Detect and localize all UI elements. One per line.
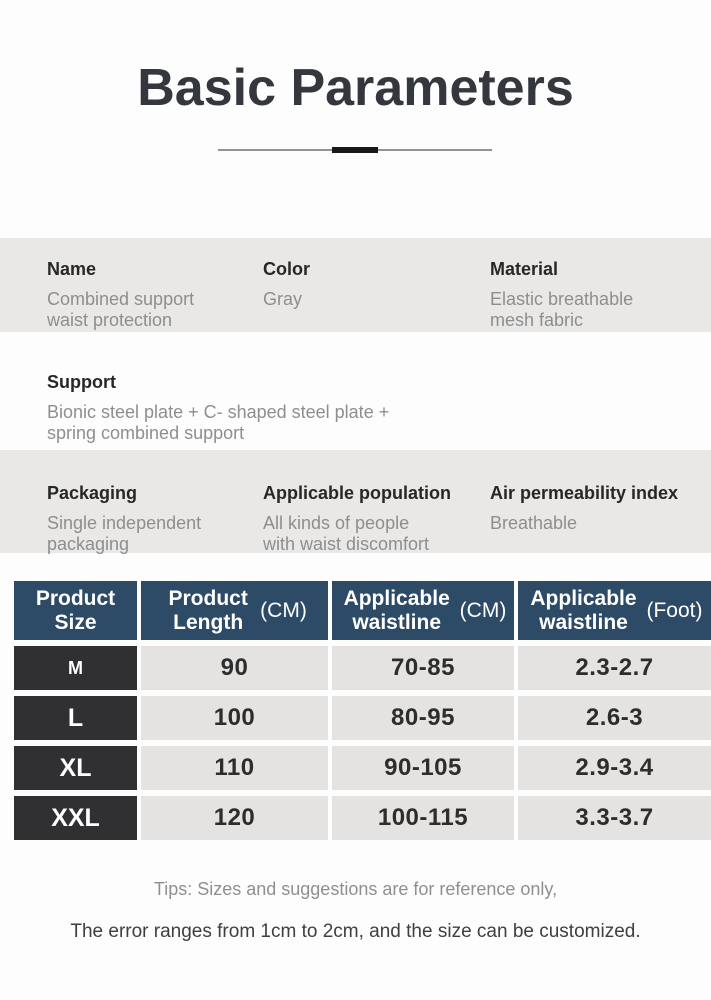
spec-value-packaging: Single independent packaging: [47, 513, 202, 555]
header-label-waistline-cm: Applicable waistline: [343, 587, 450, 634]
spec-label-color: Color: [263, 259, 310, 279]
size-table-header-waistline-cm: [332, 581, 514, 640]
spec-label-air-permeability: Air permeability index: [490, 483, 679, 503]
header-unit-cm: (CM): [260, 598, 307, 622]
size-table: [14, 581, 711, 840]
size-cell-l: L: [14, 696, 137, 740]
spec-label-applicable-population: Applicable population: [263, 483, 451, 503]
spec-item-air-permeability: [490, 483, 711, 555]
waistline-foot-cell-xl: 2.9-3.4: [518, 746, 711, 790]
spec-value-support: Bionic steel plate + C- shaped steel plate + spring combined support: [47, 402, 390, 444]
spec-band-packaging: [0, 450, 711, 553]
spec-item-packaging: [47, 483, 263, 555]
spec-value-applicable-population: All kinds of people with waist discomfort: [263, 513, 430, 555]
waistline-foot-cell-m: 2.3-2.7: [518, 646, 711, 690]
size-table-header-product-length: [141, 581, 328, 640]
spec-value-air-permeability: Breathable: [490, 513, 578, 533]
tips-line-2: The error ranges from 1cm to 2cm, and the size can be customized.: [70, 921, 641, 942]
page-title: Basic Parameters: [137, 59, 574, 117]
spec-value-material: Elastic breathable mesh fabric: [490, 289, 634, 331]
tips-note: [0, 879, 711, 943]
header-unit-foot: (Foot): [646, 598, 703, 622]
spec-label-name: Name: [47, 259, 97, 279]
waistline-cm-cell-xxl: 100-115: [332, 796, 514, 840]
size-cell-xxl: XXL: [14, 796, 137, 840]
size-table-header-waistline-foot: [518, 581, 711, 640]
waistline-cm-cell-xl: 90-105: [332, 746, 514, 790]
title-divider: [218, 149, 492, 151]
waistline-cm-cell-l: 80-95: [332, 696, 514, 740]
spec-item-material: [490, 259, 711, 331]
header-unit-cm-2: (CM): [459, 598, 507, 622]
header-label-waistline-foot: Applicable waistline: [530, 587, 637, 634]
size-table-header-product-size: [14, 581, 137, 640]
header-label-product-length: Product Length: [168, 587, 248, 634]
header-label-product-size: Product Size: [35, 587, 116, 634]
spec-value-name: Combined support waist protection: [47, 289, 195, 331]
size-cell-m: M: [14, 646, 137, 690]
length-cell-xxl: 120: [141, 796, 328, 840]
length-cell-m: 90: [141, 646, 328, 690]
title-divider-accent: [332, 147, 378, 153]
spec-item-applicable-population: [263, 483, 490, 555]
waistline-cm-cell-m: 70-85: [332, 646, 514, 690]
size-cell-xl: XL: [14, 746, 137, 790]
spec-label-packaging: Packaging: [47, 483, 138, 503]
waistline-foot-cell-xxl: 3.3-3.7: [518, 796, 711, 840]
spec-label-material: Material: [490, 259, 559, 279]
spec-item-color: [263, 259, 490, 331]
waistline-foot-cell-l: 2.6-3: [518, 696, 711, 740]
spec-band-basic: [0, 238, 711, 332]
spec-band-support: [0, 352, 711, 450]
length-cell-xl: 110: [141, 746, 328, 790]
tips-line-1: Tips: Sizes and suggestions are for reference only,: [153, 879, 558, 899]
spec-item-name: [47, 259, 263, 331]
spec-item-support: [47, 372, 711, 444]
spec-value-color: Gray: [263, 289, 303, 309]
length-cell-l: 100: [141, 696, 328, 740]
spec-label-support: Support: [47, 372, 116, 392]
